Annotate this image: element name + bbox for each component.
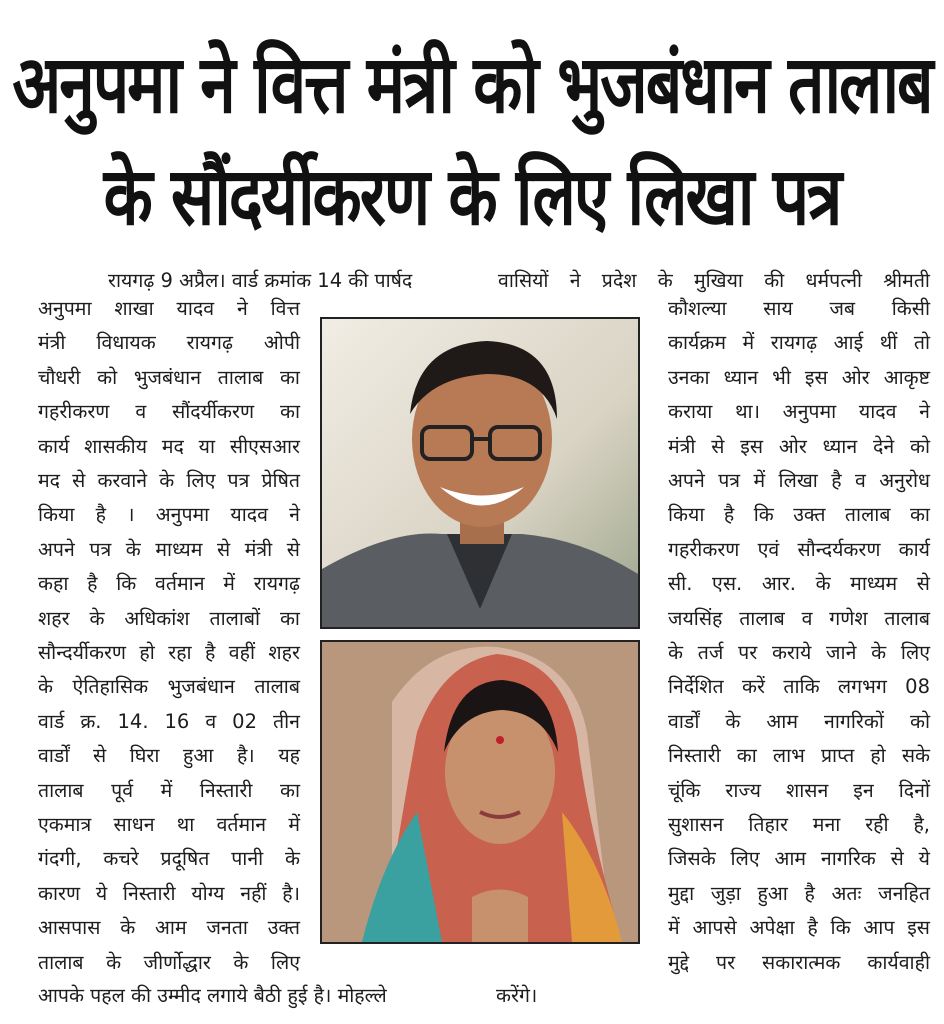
article-left-line: के ऐतिहासिक भुजबंधान तालाब [38, 675, 300, 699]
article-left-line: कार्य शासकीय मद या सीएसआर [38, 434, 300, 458]
article-right-line: गहरीकरण एवं सौन्दर्यकरण कार्य [668, 537, 930, 561]
article-right-line: चूंकि राज्य शासन इन दिनों [668, 778, 930, 802]
article-right-line: निर्देशित करें ताकि लगभग 08 [668, 675, 930, 699]
article-right-line: सी. एस. आर. के माध्यम से [668, 572, 930, 596]
article-right-line: जयसिंह तालाब व गणेश तालाब [668, 606, 930, 630]
article-right-line: उनका ध्यान भी इस ओर आकृष्ट [668, 365, 930, 389]
article-intro-line: रायगढ़ 9 अप्रैल। वार्ड क्रमांक 14 की पार्षद [108, 269, 413, 292]
headline-line-1: अनुपमा ने वित्त मंत्री को भुजबंधान तालाब [12, 39, 932, 133]
anupama-yadav-photo [320, 640, 640, 944]
article-left-line: कहा है कि वर्तमान में रायगढ़ [38, 572, 300, 596]
minister-photo [320, 317, 640, 629]
article-left-line: कारण ये निस्तारी योग्य नहीं है। [38, 881, 300, 905]
article-left-line: शहर के अधिकांश तालाबों का [38, 606, 300, 630]
article-right-intro-line: वासियों ने प्रदेश के मुखिया की धर्मपत्नी श्रीमती [498, 269, 930, 292]
article-left-line: वार्डों से घिरा हुआ है। यह [38, 744, 300, 768]
article-left-line: सौन्दर्यीकरण हो रहा है वहीं शहर [38, 641, 300, 664]
article-left-line: अपने पत्र के माध्यम से मंत्री से [38, 537, 300, 561]
article-right-line: कार्यक्रम में रायगढ़ आई थीं तो [668, 331, 930, 355]
article-left-line: गंदगी, कचरे प्रदूषित पानी के [38, 847, 300, 871]
article-right-line: सुशासन तिहार मना रही है, [668, 813, 930, 836]
headline-line-2: के सौंदर्यीकरण के लिए लिखा पत्र [103, 151, 841, 245]
article-right-line: मुद्दा जुड़ा हुआ है अतः जनहित [668, 881, 930, 905]
article-left-line: गहरीकरण व सौंदर्यीकरण का [38, 400, 300, 424]
article-left-line: किया है । अनुपमा यादव ने [38, 503, 300, 527]
article-closing-line: आपके पहल की उम्मीद लगाये बैठी हुई है। मोहल्ले [38, 984, 387, 1007]
article-left-line: अनुपमा शाखा यादव ने वित्त [38, 297, 300, 320]
article-right-line: के तर्ज पर कराये जाने के लिए [668, 641, 930, 664]
article-right-line: कराया था। अनुपमा यादव ने [668, 400, 930, 424]
article-left-line: तालाब के जीर्णोद्धार के लिए [38, 950, 300, 974]
article-closing-word: करेंगे। [496, 984, 538, 1007]
article-right-line: अपने पत्र में लिखा है व अनुरोध [668, 469, 930, 492]
article-left-line: तालाब पूर्व में निस्तारी का [38, 778, 300, 802]
article-right-line: कौशल्या साय जब किसी [668, 297, 930, 320]
article-left-line: मद से करवाने के लिए पत्र प्रेषित [38, 469, 300, 492]
article-left-line: आसपास के आम जनता उक्त [38, 916, 300, 940]
article-right-line: निस्तारी का लाभ प्राप्त हो सके [668, 744, 930, 768]
article-left-line: मंत्री विधायक रायगढ़ ओपी [38, 331, 300, 355]
article-left-line: एकमात्र साधन था वर्तमान में [38, 813, 300, 836]
article-right-line: जिसके लिए आम नागरिक से ये [668, 847, 930, 871]
article-right-line: में आपसे अपेक्षा है कि आप इस [668, 916, 930, 940]
article-right-line: वार्डों के आम नागरिकों को [668, 709, 930, 733]
article-left-line: वार्ड क्र. 14. 16 व 02 तीन [38, 709, 300, 733]
article-right-line: किया है कि उक्त तालाब का [668, 503, 930, 527]
article-right-line: मुद्दे पर सकारात्मक कार्यवाही [668, 950, 930, 974]
article-left-line: चौधरी को भुजबंधान तालाब का [38, 365, 300, 389]
article-right-line: मंत्री से इस ओर ध्यान देने को [668, 434, 930, 458]
